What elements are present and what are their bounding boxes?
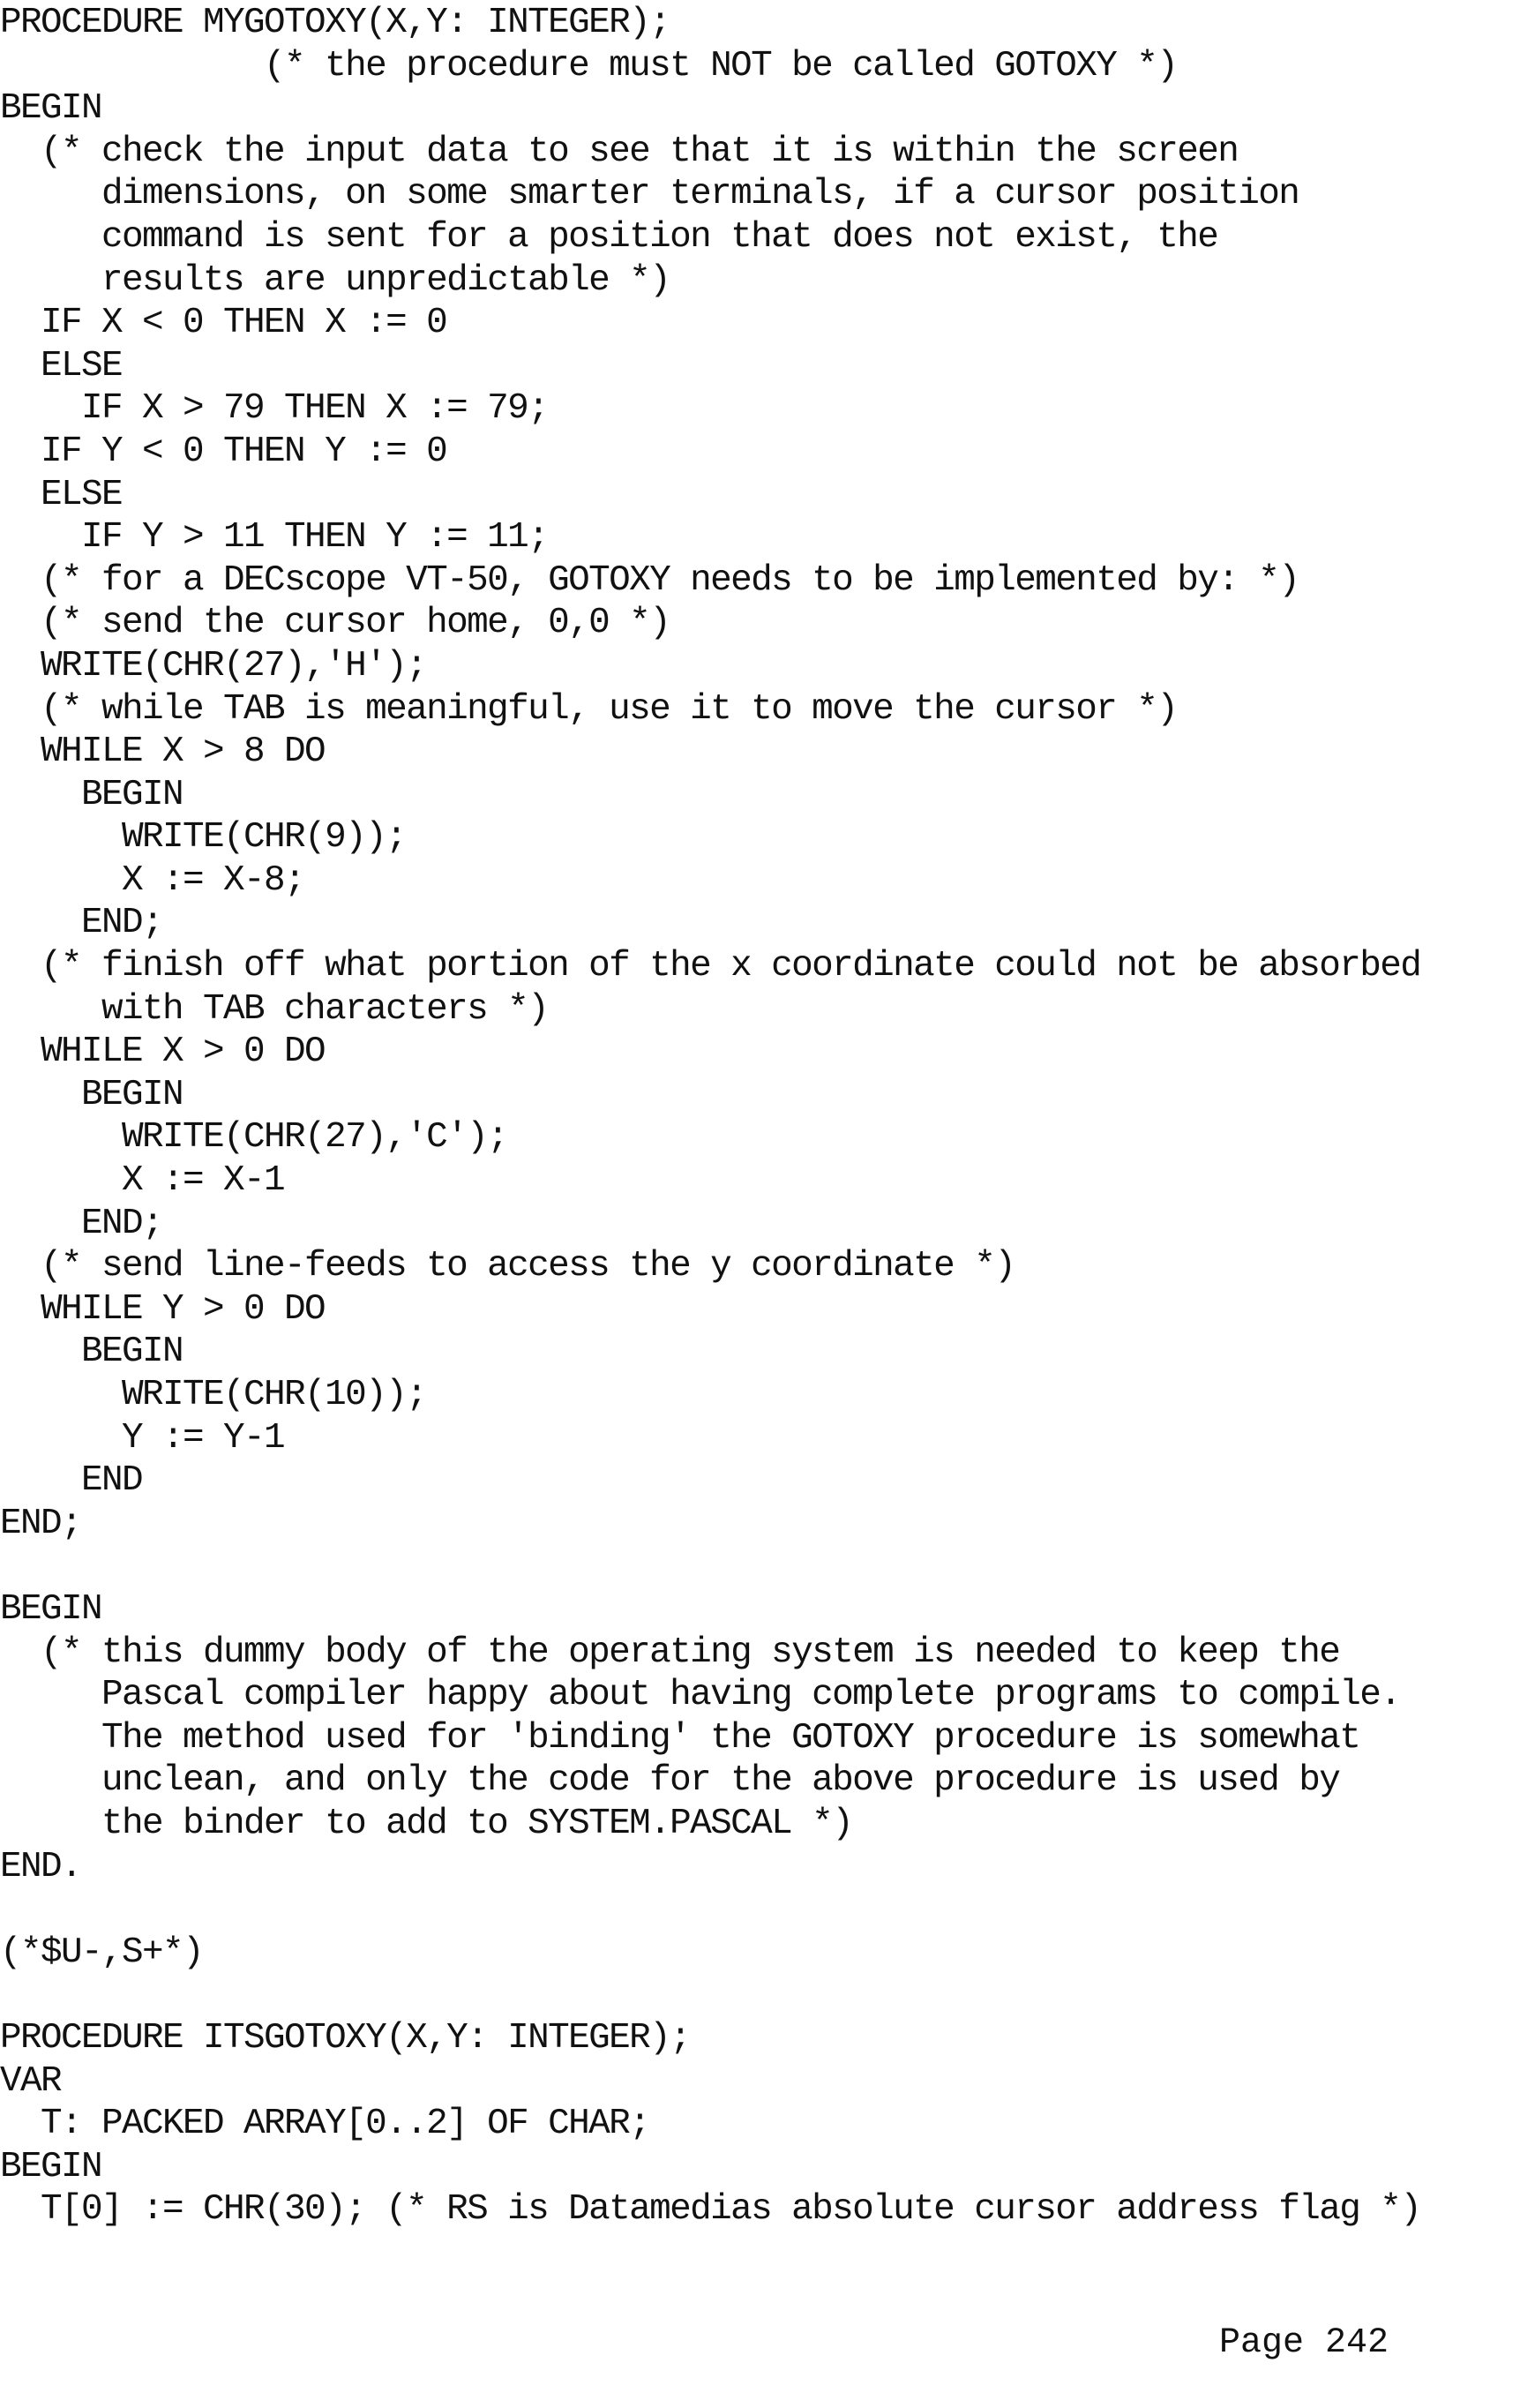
code-line: (* send line-feeds to access the y coordinate *) xyxy=(0,1246,1015,1287)
code-line: (* for a DECscope VT-50, GOTOXY needs to be implemented by: *) xyxy=(0,559,1299,601)
code-line: (* check the input data to see that it is within the screen xyxy=(0,131,1239,172)
code-line: IF Y < 0 THEN Y := 0 xyxy=(0,431,447,472)
code-line: BEGIN xyxy=(0,88,102,130)
code-line: END; xyxy=(0,1203,163,1244)
code-line: X := X-8; xyxy=(0,859,305,901)
page-number: Page 242 xyxy=(1219,2323,1389,2363)
code-line: unclean, and only the code for the above procedure is used by xyxy=(0,1760,1340,1802)
code-line: (* while TAB is meaningful, use it to move the cursor *) xyxy=(0,688,1178,730)
code-line: BEGIN xyxy=(0,1332,183,1373)
code-line: IF X > 79 THEN X := 79; xyxy=(0,388,549,430)
code-line: WRITE(CHR(9)); xyxy=(0,817,407,859)
code-line: END xyxy=(0,1460,143,1502)
code-line: The method used for 'binding' the GOTOXY procedure is somewhat xyxy=(0,1717,1360,1759)
code-line: WHILE X > 0 DO xyxy=(0,1031,326,1073)
code-line: results are unpredictable *) xyxy=(0,259,670,301)
code-line xyxy=(0,1888,1520,1932)
code-line: BEGIN xyxy=(0,2146,102,2187)
code-line: WRITE(CHR(27),'H'); xyxy=(0,645,427,686)
code-line: END; xyxy=(0,903,163,944)
code-line: X := X-1 xyxy=(0,1160,285,1202)
code-line: VAR xyxy=(0,2060,62,2102)
code-line: the binder to add to SYSTEM.PASCAL *) xyxy=(0,1803,853,1844)
code-line: (* this dummy body of the operating system is needed to keep the xyxy=(0,1632,1340,1673)
code-line: PROCEDURE ITSGOTOXY(X,Y: INTEGER); xyxy=(0,2017,691,2059)
code-line xyxy=(0,1974,1520,2017)
code-line: PROCEDURE MYGOTOXY(X,Y: INTEGER); xyxy=(0,3,670,43)
code-line: (*$U-,S+*) xyxy=(0,1932,204,1973)
code-line: command is sent for a position that does not exist, the xyxy=(0,216,1218,258)
code-line: BEGIN xyxy=(0,774,183,815)
code-line: dimensions, on some smarter terminals, if a cursor position xyxy=(0,174,1299,215)
code-line: END; xyxy=(0,1503,82,1544)
code-line: with TAB characters *) xyxy=(0,988,549,1030)
code-line: BEGIN xyxy=(0,1074,183,1115)
code-line: (* the procedure must NOT be called GOTOXY *) xyxy=(0,45,1178,86)
code-line: ELSE xyxy=(0,345,123,386)
code-line: (* finish off what portion of the x coordinate could not be absorbed xyxy=(0,946,1421,987)
code-line: T: PACKED ARRAY[0..2] OF CHAR; xyxy=(0,2104,650,2145)
code-line: Pascal compiler happy about having complete programs to compile. xyxy=(0,1675,1401,1716)
code-line: END. xyxy=(0,1846,82,1887)
code-line: BEGIN xyxy=(0,1588,102,1630)
code-listing xyxy=(0,2,1520,2232)
code-line: WRITE(CHR(10)); xyxy=(0,1375,427,1415)
code-line: Y := Y-1 xyxy=(0,1417,285,1459)
code-line: T[0] := CHR(30); (* RS is Datamedias absolute cursor address flag *) xyxy=(0,2189,1421,2231)
code-line: (* send the cursor home, 0,0 *) xyxy=(0,603,670,644)
code-line: IF X < 0 THEN X := 0 xyxy=(0,303,447,344)
code-line: IF Y > 11 THEN Y := 11; xyxy=(0,517,549,559)
code-line: WHILE Y > 0 DO xyxy=(0,1288,326,1330)
code-line: WHILE X > 8 DO xyxy=(0,731,326,773)
code-line: WRITE(CHR(27),'C'); xyxy=(0,1117,508,1159)
code-line: ELSE xyxy=(0,474,123,515)
code-line xyxy=(0,1545,1520,1588)
